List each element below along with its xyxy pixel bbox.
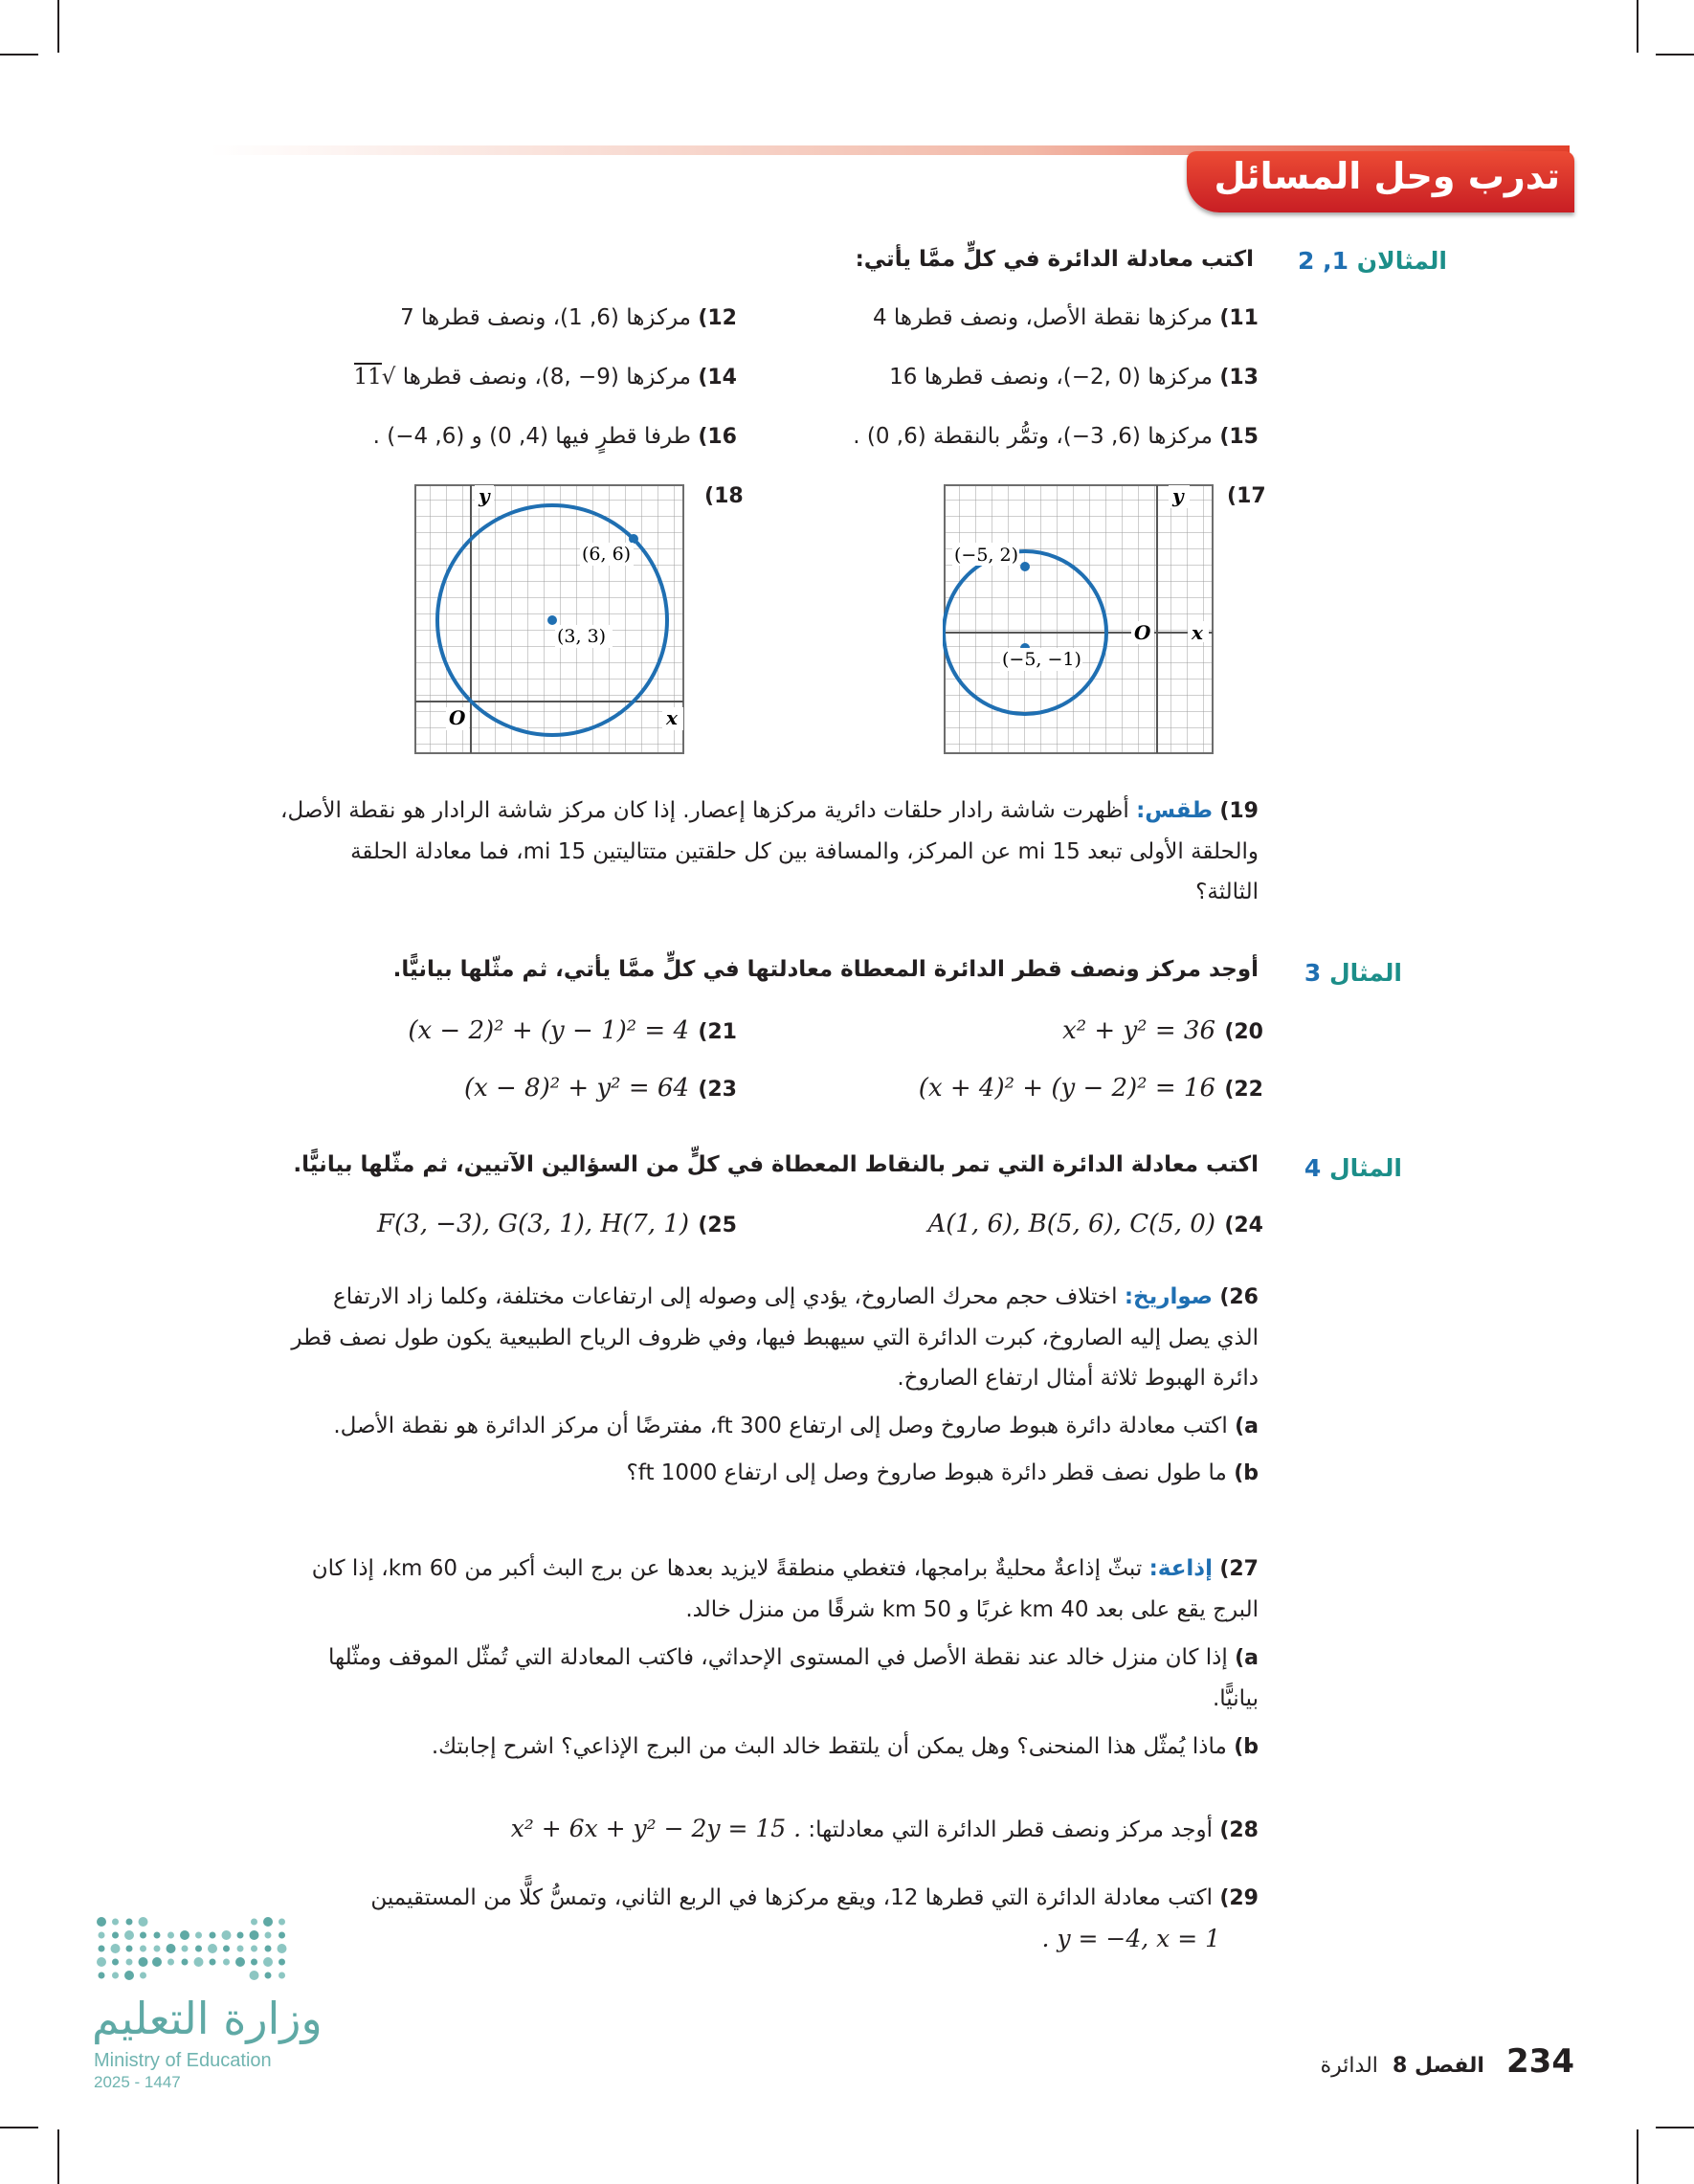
question-26-line-1 [225, 1277, 1259, 1318]
logo-dot [251, 1946, 257, 1952]
question-27b [225, 1727, 1259, 1768]
logo-dot [195, 1932, 202, 1939]
question-number: 29) [1219, 1886, 1259, 1910]
question-29-line-1 [301, 1878, 1259, 1919]
question-number: 15) [1219, 425, 1259, 449]
question-27-line-2: البرج يقع على بعد 40 km غربًا و 50 km شرقًا من منزل خالد. [685, 1597, 1259, 1622]
logo-dot [223, 1946, 230, 1952]
part-label: a) [1235, 1646, 1259, 1670]
logo-dot [195, 1946, 202, 1952]
logo-dot [208, 1944, 217, 1953]
question-17-number: 17) [1227, 484, 1266, 508]
question-number: 12) [698, 306, 737, 330]
logo-dot [251, 1959, 257, 1966]
logo-dot [126, 1959, 133, 1966]
part-text: إذا كان منزل خالد عند نقطة الأصل في المستوى الإحداثي، فاكتب المعادلة التي تُمثّل الموقف ومثّلها [328, 1645, 1228, 1670]
crop-mark [57, 2129, 59, 2184]
question-27a [225, 1638, 1259, 1679]
origin-label: O [449, 706, 466, 729]
footer-topic: الدائرة [1320, 2054, 1378, 2078]
question-keyword: صواريخ: [1124, 1284, 1213, 1309]
part-text: ماذا يُمثّل هذا المنحنى؟ وهل يمكن أن يلتقط خالد البث من البرج الإذاعي؟ اشرح إجابتك. [431, 1734, 1227, 1759]
question-number: 11) [1219, 306, 1259, 330]
equation: A(1, 6), B(5, 6), C(5, 0) [927, 1210, 1215, 1238]
logo-dot [194, 1957, 204, 1967]
sqrt-radicand: 11 [353, 365, 382, 390]
logo-dot [124, 1971, 134, 1980]
question-number: 16) [698, 425, 737, 449]
point-center-label: (3, 3) [557, 626, 607, 647]
question-number: 25) [698, 1214, 737, 1237]
question-number: 26) [1219, 1285, 1259, 1309]
part-label: a) [1235, 1415, 1259, 1438]
ministry-logo-dots [94, 1914, 300, 1986]
question-24 [900, 1208, 1263, 1246]
logo-dot [140, 1932, 146, 1939]
y-axis-label: y [1172, 484, 1184, 507]
question-26b [225, 1453, 1259, 1494]
question-text: أظهرت شاشة رادار حلقات دائرية مركزها إعصار. إذا كان مركز شاشة الرادار هو نقطة الأصل، [280, 798, 1129, 823]
question-28 [301, 1809, 1259, 1851]
question-29-line-2 [301, 1919, 1259, 1960]
logo-dot [167, 1944, 176, 1953]
question-text: طرفا قطرٍ فيها (4, 0) و (6, 4−) . [372, 424, 691, 449]
question-keyword: إذاعة: [1148, 1556, 1213, 1581]
question-19-line-2: والحلقة الأولى تبعد 15 mi عن المركز، والمسافة بين كل حلقتين متتاليتين 15 mi، فما معادلة الحلقة [350, 839, 1259, 864]
question-text: اختلاف حجم محرك الصاروخ، يؤدي إلى وصوله إلى ارتفاعات مختلفة، وكلما زاد الارتفاع [332, 1284, 1118, 1309]
question-21 [402, 1014, 737, 1053]
logo-dot [152, 1957, 162, 1967]
point-top-label: (−5, 2) [954, 545, 1019, 566]
origin-label: O [1134, 621, 1151, 644]
point-edge-label: (6, 6) [582, 544, 632, 565]
question-keyword: طقس: [1136, 798, 1213, 823]
question-27-line-1 [225, 1549, 1259, 1590]
question-number: 13) [1219, 366, 1259, 390]
question-20 [1043, 1014, 1263, 1053]
logo-dot [112, 1932, 119, 1939]
question-13 [889, 358, 1259, 397]
point-center-label: (−5, −1) [1002, 649, 1081, 670]
question-number: 19) [1219, 799, 1259, 823]
question-18-number: 18) [704, 484, 744, 508]
question-text: مركزها (9− ,8)، ونصف قطرها [402, 365, 691, 390]
question-22 [900, 1072, 1263, 1110]
logo-dot [237, 1932, 244, 1939]
section3-instruction: اكتب معادلة الدائرة التي تمر بالنقاط المعطاة في كلٍّ من السؤالين الآتيين، ثم مثّلها بيانيًّا. [293, 1152, 1259, 1177]
crop-mark [1637, 2129, 1638, 2184]
page-number: 234 [1506, 2042, 1574, 2081]
logo-dot [99, 1972, 105, 1979]
logo-dot [279, 1959, 285, 1966]
example-label-number: 1, 2 [1298, 247, 1349, 275]
logo-dot [265, 1946, 272, 1952]
logo-dot [279, 1932, 285, 1939]
logo-dot [97, 1957, 106, 1967]
logo-dot [263, 1917, 273, 1927]
example-label-number: 3 [1304, 959, 1322, 987]
question-number: 22) [1224, 1078, 1263, 1102]
logo-dot [126, 1946, 133, 1952]
point-center [547, 615, 557, 625]
logo-dot [210, 1959, 216, 1966]
part-label: b) [1234, 1461, 1259, 1485]
logo-dot [154, 1946, 161, 1952]
crop-mark [57, 0, 59, 53]
question-23 [440, 1072, 737, 1110]
ministry-logo-year: 2025 - 1447 [94, 2073, 181, 2091]
question-number: 14) [698, 366, 737, 390]
crop-mark [1637, 0, 1638, 53]
logo-dot [140, 1972, 146, 1979]
logo-dot [279, 1919, 285, 1926]
logo-dot [140, 1946, 146, 1952]
question-19 [263, 791, 1259, 912]
question-text: مركزها (6, 1)، ونصف قطرها 7 [400, 305, 691, 330]
crop-mark [0, 54, 38, 56]
example-label-3 [1304, 959, 1402, 987]
logo-dot [139, 1957, 148, 1967]
part-label: b) [1234, 1735, 1259, 1759]
ministry-logo-english: Ministry of Education [94, 2050, 272, 2071]
logo-dot [278, 1944, 287, 1953]
question-19-line-3: الثالثة؟ [1195, 880, 1259, 904]
question-number: 23) [698, 1078, 737, 1102]
question-26-line-2: الذي يصل إليه الصاروخ، كبرت الدائرة التي سيهبط فيها، وفي ظروف الرياح الطبيعية يكون طول نصف قطر [291, 1326, 1259, 1350]
crop-mark [0, 2127, 38, 2128]
question-11 [873, 299, 1259, 338]
grid [945, 485, 1213, 753]
question-12 [400, 299, 737, 338]
logo-dot [263, 1957, 273, 1967]
logo-dot [251, 1919, 257, 1926]
logo-dot [126, 1919, 133, 1926]
logo-dot [235, 1957, 245, 1967]
logo-dot [111, 1944, 121, 1953]
question-26-line-3: دائرة الهبوط ثلاثة أمثال ارتفاع الصاروخ. [897, 1366, 1259, 1391]
question-text: مركزها (6, 3−)، وتمُّر بالنقطة (6, 0) . [853, 424, 1213, 449]
x-axis-label: x [1192, 621, 1203, 644]
example-label-text: المثالان [1356, 247, 1447, 275]
logo-dot [237, 1946, 244, 1952]
logo-dot [154, 1932, 161, 1939]
part-text: ما طول نصف قطر دائرة هبوط صاروخ وصل إلى ارتفاع 1000 ft؟ [626, 1460, 1227, 1485]
equation: x² + y² = 36 [1062, 1016, 1215, 1045]
logo-dot [250, 1930, 259, 1940]
question-number: 28) [1219, 1818, 1259, 1842]
question-29 [301, 1878, 1259, 1960]
question-text: اكتب معادلة الدائرة التي قطرها 12، ويقع مركزها في الربع الثاني، وتمسُّ كلًّا من المستقيمين [370, 1885, 1213, 1910]
question-number: 20) [1224, 1020, 1263, 1044]
question-text: مركزها (0 ,2−)، ونصف قطرها 16 [889, 365, 1213, 390]
question-19-line-1 [263, 791, 1259, 832]
crop-mark [1656, 2127, 1694, 2128]
sqrt-symbol: √11 [353, 365, 396, 390]
page-title: تدرب وحل المسائل [1214, 155, 1560, 197]
logo-dot [222, 1930, 232, 1940]
question-26 [225, 1277, 1259, 1494]
equation: (x − 8)² + y² = 64 [463, 1074, 689, 1103]
question-text: أوجد مركز ونصف قطر الدائرة التي معادلتها: [808, 1817, 1213, 1842]
example-label-4 [1304, 1154, 1402, 1182]
logo-dot [265, 1972, 272, 1979]
equation: (x + 4)² + (y − 2)² = 16 [918, 1074, 1215, 1103]
page-footer [1321, 2042, 1574, 2081]
part-text: اكتب معادلة دائرة هبوط صاروخ وصل إلى ارتفاع 300 ft، مفترضًا أن مركز الدائرة هو نقطة الأصل. [333, 1414, 1228, 1438]
y-axis-label: y [479, 484, 490, 507]
question-text: تبثّ إذاعةٌ محليةٌ برامجها، فتغطي منطقةً لايزيد بعدها عن برج البث أكبر من 60 km، إذا كان [311, 1556, 1143, 1581]
section1-instruction: اكتب معادلة الدائرة في كلٍّ ممَّا يأتي: [855, 247, 1254, 272]
point-top [1020, 562, 1030, 571]
question-number: 21) [698, 1020, 737, 1044]
logo-dot [139, 1917, 148, 1927]
logo-dot [223, 1959, 230, 1966]
logo-dot [265, 1932, 272, 1939]
question-26a [225, 1406, 1259, 1447]
x-axis-label: x [666, 706, 678, 729]
logo-dot [167, 1959, 174, 1966]
example-label-text: المثال [1328, 1154, 1402, 1182]
question-16 [373, 417, 737, 457]
logo-dot [182, 1946, 189, 1952]
equation: F(3, −3), G(3, 1), H(7, 1) [376, 1210, 689, 1238]
equation: (x − 2)² + (y − 1)² = 4 [408, 1016, 689, 1045]
point-edge [629, 534, 638, 544]
logo-dot [279, 1972, 285, 1979]
question-25 [364, 1208, 737, 1246]
question-number: 27) [1219, 1557, 1259, 1581]
logo-dot [167, 1932, 174, 1939]
question-text: مركزها نقطة الأصل، ونصف قطرها 4 [872, 305, 1213, 330]
question-14 [354, 358, 738, 397]
logo-dot [99, 1946, 105, 1952]
logo-dot [112, 1919, 119, 1926]
example-label-1-2 [1298, 247, 1447, 275]
logo-dot [182, 1959, 189, 1966]
logo-dot [112, 1972, 119, 1979]
logo-dot [250, 1971, 259, 1980]
section2-instruction: أوجد مركز ونصف قطر الدائرة المعطاة معادلتها في كلٍّ ممَّا يأتي، ثم مثّلها بيانيًّا. [392, 957, 1259, 982]
logo-dot [180, 1930, 189, 1940]
graph-18 [413, 483, 686, 756]
ministry-logo-arabic: وزارة التعليم [92, 1993, 323, 2044]
logo-dot [97, 1917, 106, 1927]
logo-dot [112, 1959, 119, 1966]
graph-17 [943, 483, 1215, 756]
example-label-text: المثال [1328, 959, 1402, 987]
logo-dot [210, 1932, 216, 1939]
equation: . y = −4, x = 1 [1041, 1925, 1220, 1952]
question-27a-line-2: بيانيًّا. [1212, 1686, 1259, 1711]
example-label-number: 4 [1304, 1154, 1322, 1182]
question-15 [853, 417, 1259, 457]
question-number: 24) [1224, 1214, 1263, 1237]
footer-chapter: الفصل 8 [1393, 2054, 1484, 2078]
crop-mark [1656, 54, 1694, 56]
logo-dot [124, 1930, 134, 1940]
logo-dot [99, 1932, 105, 1939]
equation: x² + 6x + y² − 2y = 15 . [510, 1815, 802, 1842]
question-27 [225, 1549, 1259, 1768]
